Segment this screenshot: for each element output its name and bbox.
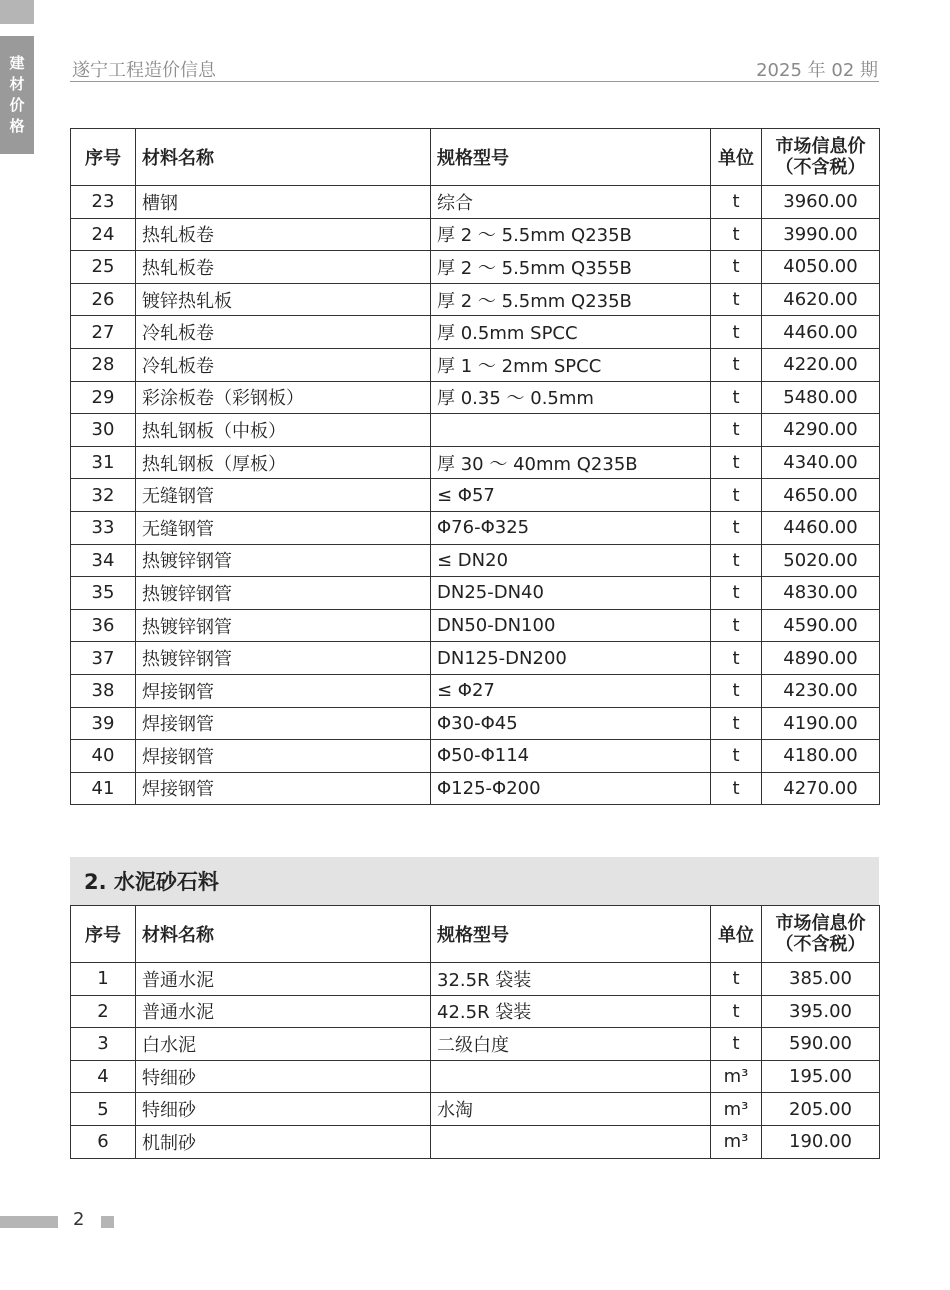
cell-spec: ≤ Φ27 (431, 674, 711, 707)
cell-unit: t (711, 186, 762, 219)
page-number: 2 (73, 1209, 85, 1230)
table-row (71, 479, 880, 512)
table-row (71, 609, 880, 642)
cell-no: 6 (71, 1125, 136, 1158)
cell-price: 4220.00 (762, 348, 880, 381)
cell-unit: m³ (711, 1093, 762, 1126)
cell-spec: DN125-DN200 (431, 642, 711, 675)
cell-unit: t (711, 707, 762, 740)
col-header-unit: 单位 (711, 129, 762, 186)
cell-price: 3990.00 (762, 218, 880, 251)
cell-name: 特细砂 (136, 1060, 431, 1093)
cell-name: 热轧板卷 (136, 218, 431, 251)
cell-spec: 42.5R 袋装 (431, 995, 711, 1028)
cell-name: 无缝钢管 (136, 479, 431, 512)
cell-no: 31 (71, 446, 136, 479)
table-row (71, 740, 880, 773)
cell-no: 41 (71, 772, 136, 805)
cell-name: 焊接钢管 (136, 674, 431, 707)
cell-no: 28 (71, 348, 136, 381)
cell-spec: Φ50-Φ114 (431, 740, 711, 773)
cell-name: 热轧板卷 (136, 251, 431, 284)
cell-name: 热轧钢板（厚板） (136, 446, 431, 479)
cell-unit: t (711, 1028, 762, 1061)
cell-no: 29 (71, 381, 136, 414)
side-tab-char: 格 (9, 117, 25, 135)
table-row (71, 544, 880, 577)
cell-spec: Φ125-Φ200 (431, 772, 711, 805)
cell-unit: t (711, 446, 762, 479)
cell-unit: t (711, 577, 762, 610)
section-heading-cement-aggregates (70, 857, 879, 905)
cell-spec: Φ76-Φ325 (431, 511, 711, 544)
table-row (71, 963, 880, 996)
cell-unit: t (711, 963, 762, 996)
table-row (71, 1028, 880, 1061)
cell-name: 彩涂板卷（彩钢板） (136, 381, 431, 414)
cell-unit: t (711, 414, 762, 447)
col-header-no: 序号 (71, 906, 136, 963)
cell-spec: 厚 2 ～ 5.5mm Q355B (431, 251, 711, 284)
cell-spec: 综合 (431, 186, 711, 219)
cell-name: 冷轧板卷 (136, 316, 431, 349)
col-header-price-line2: （不含税） (775, 934, 866, 955)
cell-name: 焊接钢管 (136, 707, 431, 740)
cell-no: 40 (71, 740, 136, 773)
section-title: 2. 水泥砂石料 (84, 870, 219, 894)
col-header-price (762, 129, 880, 186)
table-row (71, 707, 880, 740)
col-header-unit: 单位 (711, 906, 762, 963)
cell-spec: DN25-DN40 (431, 577, 711, 610)
cell-spec: Φ30-Φ45 (431, 707, 711, 740)
footer-bar (0, 1216, 58, 1228)
cell-spec: 厚 0.35 ～ 0.5mm (431, 381, 711, 414)
cell-price: 4460.00 (762, 511, 880, 544)
cell-spec: 厚 1 ～ 2mm SPCC (431, 348, 711, 381)
table-row (71, 446, 880, 479)
cell-name: 无缝钢管 (136, 511, 431, 544)
cell-spec (431, 1060, 711, 1093)
cell-unit: t (711, 609, 762, 642)
cell-name: 镀锌热轧板 (136, 283, 431, 316)
side-tab-top-block (0, 0, 34, 24)
table-row (71, 348, 880, 381)
table-row (71, 1125, 880, 1158)
cell-price: 590.00 (762, 1028, 880, 1061)
cell-unit: m³ (711, 1125, 762, 1158)
cell-unit: t (711, 674, 762, 707)
cell-name: 热镀锌钢管 (136, 642, 431, 675)
cell-unit: t (711, 740, 762, 773)
cell-unit: t (711, 479, 762, 512)
cell-price: 5480.00 (762, 381, 880, 414)
cell-unit: t (711, 642, 762, 675)
col-header-price-line1: 市场信息价 (775, 136, 866, 157)
col-header-price (762, 906, 880, 963)
table-row (71, 1093, 880, 1126)
issue-label: 2025 年 02 期 (756, 60, 878, 81)
cell-unit: t (711, 316, 762, 349)
cell-no: 3 (71, 1028, 136, 1061)
cell-price: 190.00 (762, 1125, 880, 1158)
cell-no: 37 (71, 642, 136, 675)
cell-name: 普通水泥 (136, 963, 431, 996)
cell-name: 热镀锌钢管 (136, 577, 431, 610)
cell-unit: t (711, 381, 762, 414)
cell-name: 热镀锌钢管 (136, 609, 431, 642)
cell-spec: 厚 0.5mm SPCC (431, 316, 711, 349)
cell-spec: 厚 30 ～ 40mm Q235B (431, 446, 711, 479)
col-header-price-line1: 市场信息价 (775, 913, 866, 934)
cell-no: 23 (71, 186, 136, 219)
cell-name: 白水泥 (136, 1028, 431, 1061)
cell-unit: t (711, 251, 762, 284)
table-row (71, 995, 880, 1028)
cell-name: 机制砂 (136, 1125, 431, 1158)
cell-no: 33 (71, 511, 136, 544)
cell-spec (431, 414, 711, 447)
cell-price: 4340.00 (762, 446, 880, 479)
cell-price: 4270.00 (762, 772, 880, 805)
table-row (71, 642, 880, 675)
cell-spec: 厚 2 ～ 5.5mm Q235B (431, 283, 711, 316)
cell-no: 5 (71, 1093, 136, 1126)
cell-price: 4050.00 (762, 251, 880, 284)
cell-name: 焊接钢管 (136, 772, 431, 805)
steel-price-rows (71, 186, 880, 805)
table-row (71, 251, 880, 284)
cell-price: 4890.00 (762, 642, 880, 675)
cell-unit: t (711, 772, 762, 805)
cell-name: 热镀锌钢管 (136, 544, 431, 577)
cell-price: 205.00 (762, 1093, 880, 1126)
cell-price: 4650.00 (762, 479, 880, 512)
steel-price-table (70, 128, 880, 805)
cell-spec: 厚 2 ～ 5.5mm Q235B (431, 218, 711, 251)
cell-spec: DN50-DN100 (431, 609, 711, 642)
cell-price: 3960.00 (762, 186, 880, 219)
cell-price: 4460.00 (762, 316, 880, 349)
table-row (71, 772, 880, 805)
cell-price: 395.00 (762, 995, 880, 1028)
cell-name: 焊接钢管 (136, 740, 431, 773)
cell-no: 2 (71, 995, 136, 1028)
publication-title: 遂宁工程造价信息 (72, 60, 216, 81)
col-header-name: 材料名称 (136, 129, 431, 186)
col-header-no: 序号 (71, 129, 136, 186)
cell-no: 4 (71, 1060, 136, 1093)
cell-price: 4590.00 (762, 609, 880, 642)
table-row (71, 577, 880, 610)
table-header-row (71, 129, 880, 186)
col-header-spec: 规格型号 (431, 129, 711, 186)
col-header-spec: 规格型号 (431, 906, 711, 963)
cell-name: 普通水泥 (136, 995, 431, 1028)
cell-no: 36 (71, 609, 136, 642)
table-row (71, 218, 880, 251)
cell-no: 30 (71, 414, 136, 447)
cell-price: 195.00 (762, 1060, 880, 1093)
cell-spec: ≤ Φ57 (431, 479, 711, 512)
cell-price: 385.00 (762, 963, 880, 996)
cell-no: 25 (71, 251, 136, 284)
cell-no: 35 (71, 577, 136, 610)
cell-no: 38 (71, 674, 136, 707)
cell-spec (431, 1125, 711, 1158)
side-tab-char: 材 (9, 75, 25, 93)
cell-unit: m³ (711, 1060, 762, 1093)
col-header-price-line2: （不含税） (775, 157, 866, 178)
cell-no: 26 (71, 283, 136, 316)
cell-spec: 水淘 (431, 1093, 711, 1126)
cement-aggregate-price-table (70, 905, 880, 1159)
cell-name: 槽钢 (136, 186, 431, 219)
cell-unit: t (711, 995, 762, 1028)
header-divider (70, 81, 879, 82)
cell-name: 特细砂 (136, 1093, 431, 1126)
table-row (71, 511, 880, 544)
col-header-name: 材料名称 (136, 906, 431, 963)
cell-price: 4620.00 (762, 283, 880, 316)
side-tab-char: 建 (9, 54, 25, 72)
cell-no: 32 (71, 479, 136, 512)
cell-spec: 32.5R 袋装 (431, 963, 711, 996)
cell-no: 27 (71, 316, 136, 349)
table-row (71, 316, 880, 349)
cell-name: 热轧钢板（中板） (136, 414, 431, 447)
cement-aggregate-price-rows (71, 963, 880, 1159)
side-tab-char: 价 (9, 96, 25, 114)
table-row (71, 674, 880, 707)
cell-unit: t (711, 544, 762, 577)
cell-price: 5020.00 (762, 544, 880, 577)
cell-no: 24 (71, 218, 136, 251)
footer-square-mark (101, 1216, 114, 1228)
table-row (71, 283, 880, 316)
side-tab-category (0, 36, 34, 154)
table-row (71, 1060, 880, 1093)
cell-name: 冷轧板卷 (136, 348, 431, 381)
cell-price: 4830.00 (762, 577, 880, 610)
cell-unit: t (711, 511, 762, 544)
cell-unit: t (711, 348, 762, 381)
table-row (71, 414, 880, 447)
cell-price: 4290.00 (762, 414, 880, 447)
cell-unit: t (711, 283, 762, 316)
cell-unit: t (711, 218, 762, 251)
table-header-row (71, 906, 880, 963)
cell-spec: ≤ DN20 (431, 544, 711, 577)
cell-price: 4190.00 (762, 707, 880, 740)
table-row (71, 381, 880, 414)
cell-price: 4180.00 (762, 740, 880, 773)
cell-no: 39 (71, 707, 136, 740)
table-row (71, 186, 880, 219)
cell-no: 34 (71, 544, 136, 577)
cell-spec: 二级白度 (431, 1028, 711, 1061)
cell-price: 4230.00 (762, 674, 880, 707)
cell-no: 1 (71, 963, 136, 996)
